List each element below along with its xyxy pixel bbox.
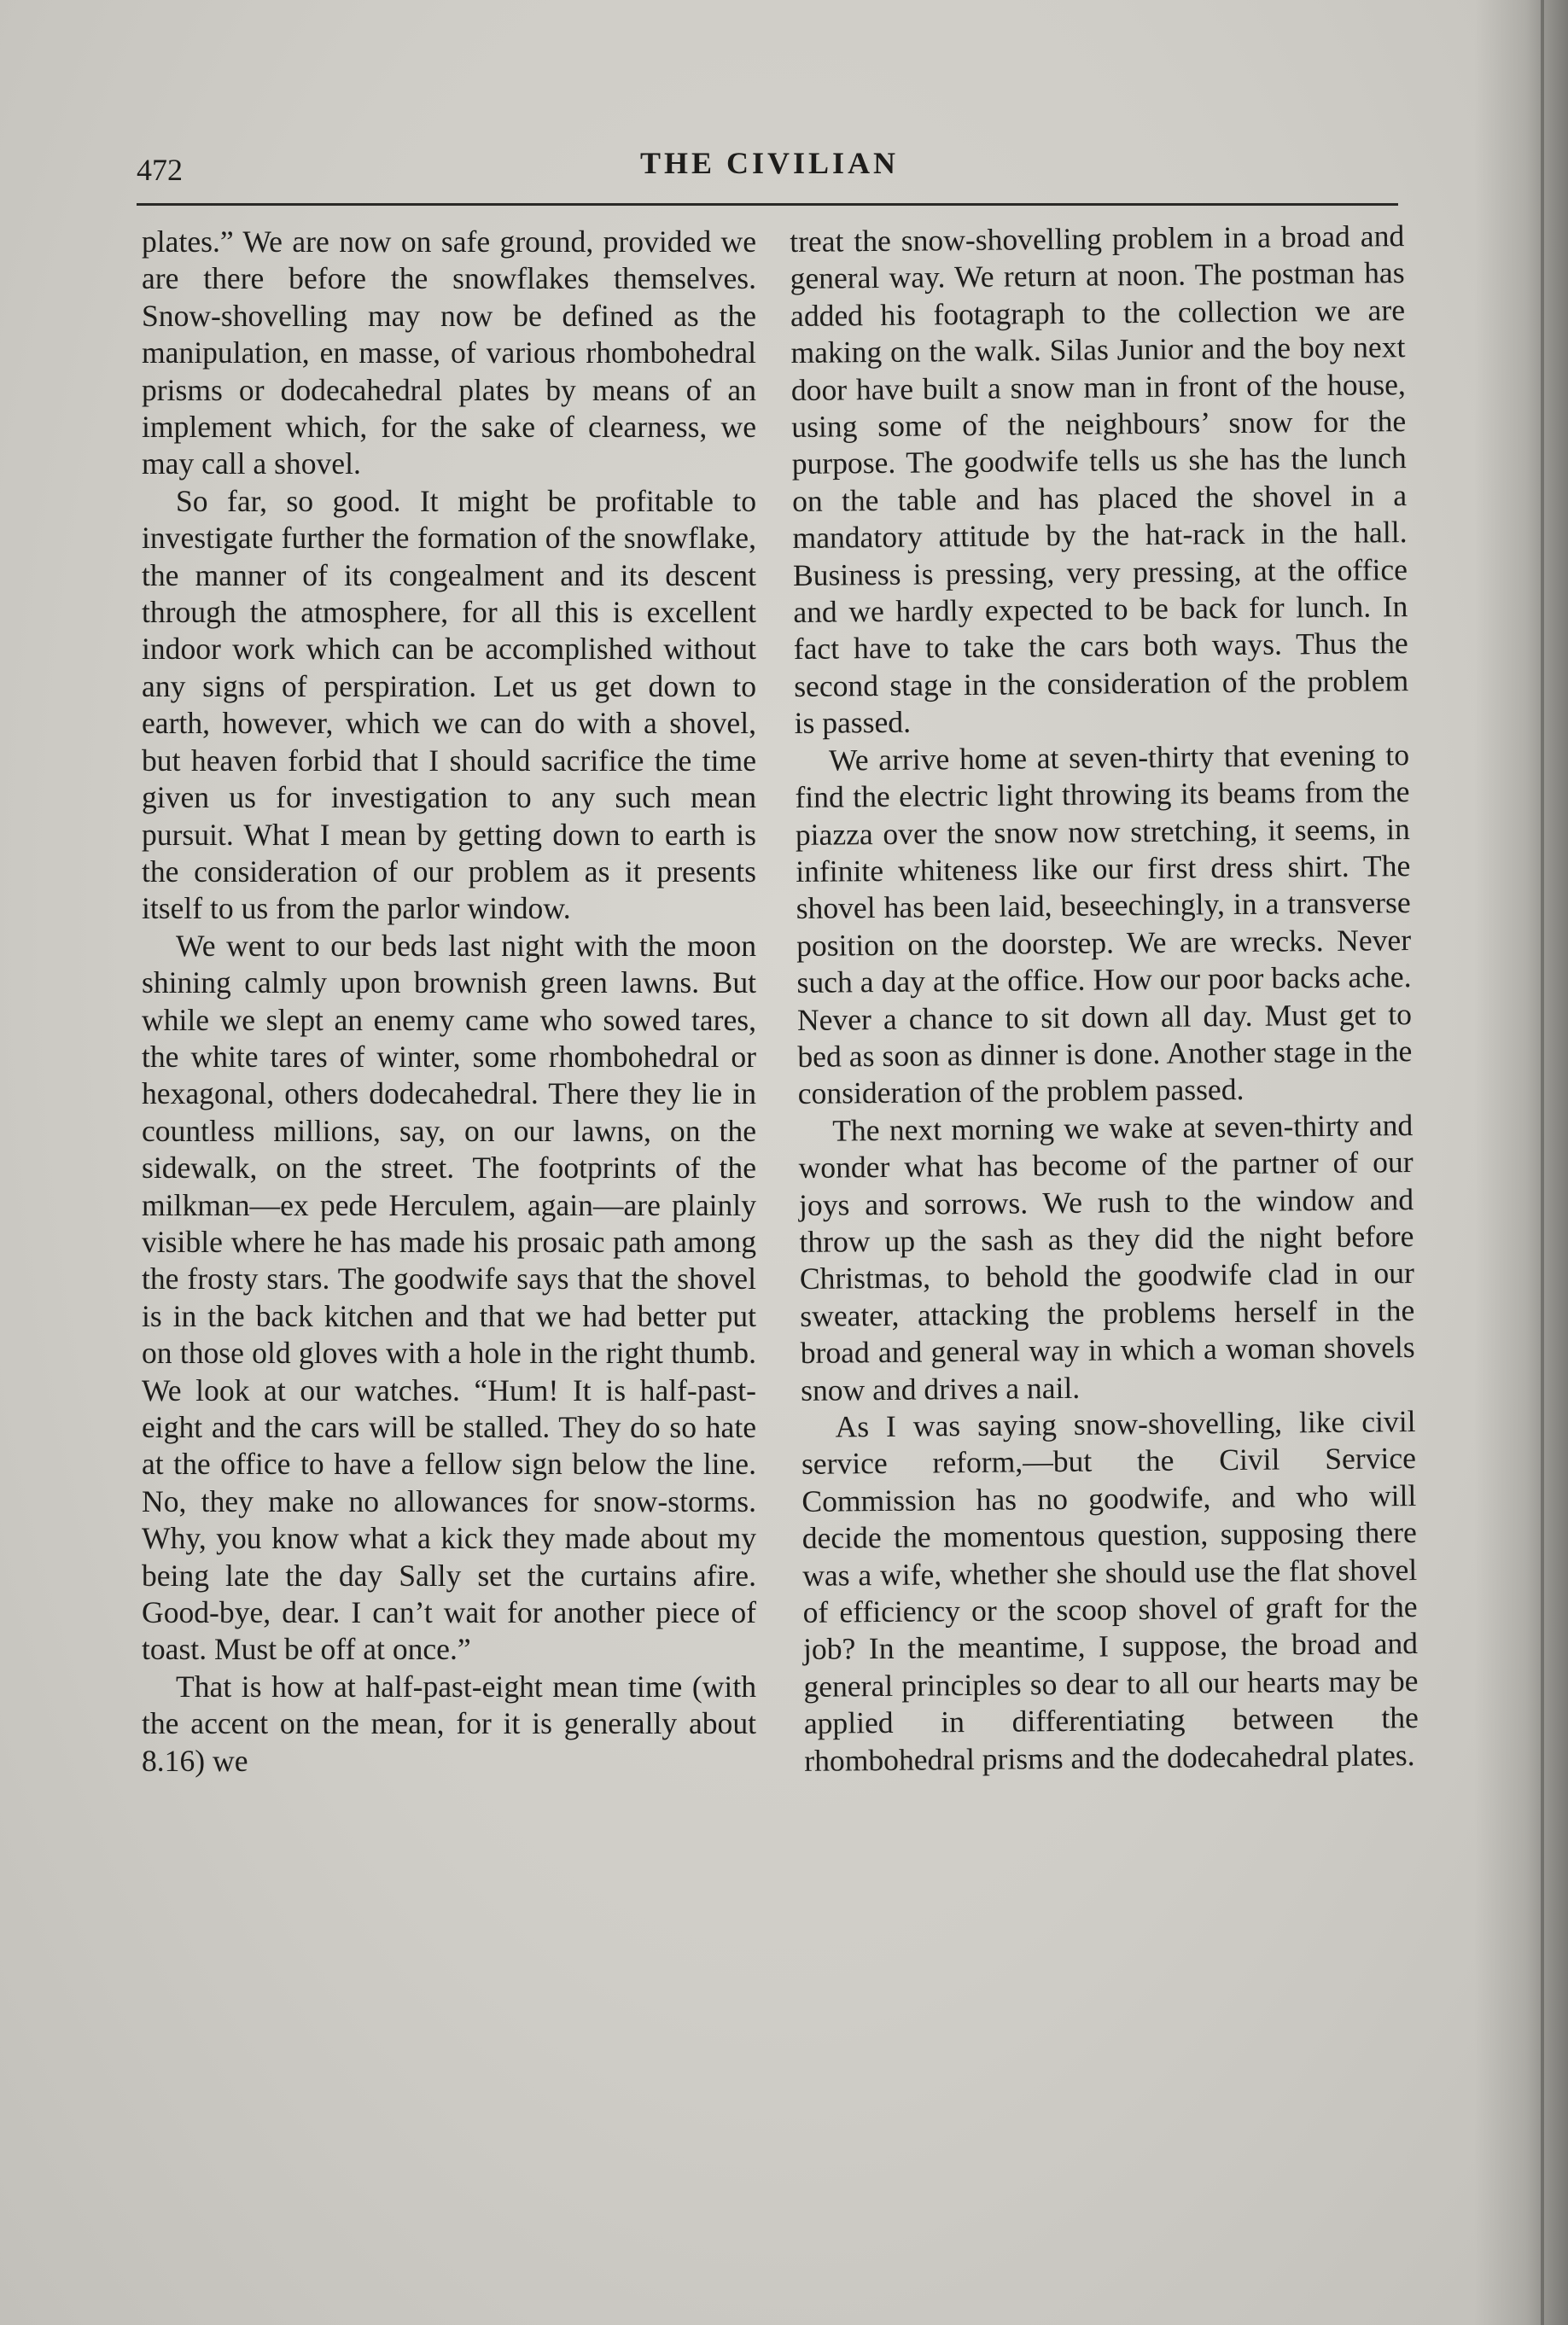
binding-edge <box>1541 0 1544 2325</box>
right-column <box>790 218 1419 1780</box>
header-rule <box>137 203 1398 206</box>
running-title: THE CIVILIAN <box>640 146 900 180</box>
page-number: 472 <box>137 153 183 187</box>
binding-shadow <box>1474 0 1568 2325</box>
page-header <box>137 145 1396 196</box>
right-paragraph-2: We arrive home at seven-thirty that evening to find the electric light throwing its beams from the piazza over the snow now stretching, it seems, in infinite whiteness like our first dress shirt. The shovel has been laid, beseechingly, in a transverse position on the doorstep. We are wrecks. Never such a day at the office. How our poor backs ache. Never a chance to sit down all day. Must get to bed as soon as dinner is done. Another stage in the consideration of the problem passed. <box>795 737 1413 1111</box>
right-paragraph-3: The next morning we wake at seven-thirty and wonder what has become of the partner of our joys and sorrows. We rush to the window and throw up the sash as they did the night before Christmas, to behold the goodwife clad in our sweater, attacking the problems herself in the broad and general way in which a woman shovels snow and drives a nail. <box>798 1107 1415 1407</box>
left-paragraph-4: That is how at half-past-eight mean time (with the accent on the mean, for it is generally about 8.16) we <box>142 1669 756 1778</box>
right-paragraph-4: As I was saying snow-shovelling, like civil service reform,—but the Civil Service Commission has no goodwife, and who will decide the momentous question, supposing there was a wife, whether she should use the flat shovel of efficiency or the scoop shovel of graft for the job? In the meantime, I suppose, the broad and general principles so dear to all our hearts may be applied in differentiating between the rhombohedral prisms and the dodecahedral plates. <box>801 1404 1419 1778</box>
left-paragraph-3: We went to our beds last night with the moon shining calmly upon brownish green lawns. But while we slept an enemy came who sowed tares, the white tares of winter, some rhombohedral or hexagonal, others dodecahedral. There they lie in countless millions, say, on our lawns, on the sidewalk, on the street. The footprints of the milkman—ex pede Herculem, again—are plainly visible where he has made his prosaic path among the frosty stars. The goodwife says that the shovel is in the back kitchen and that we had better put on those old gloves with a hole in the right thumb. We look at our watches. “Hum! It is half-past-eight and the cars will be stalled. They do so hate at the office to have a fellow sign below the line. No, they make no allowances for snow-storms. Why, you know what a kick they made about my being late the day Sally set the curtains afire. Good-bye, dear. I can’t wait for another piece of toast. Must be off at once.” <box>142 928 756 1667</box>
left-paragraph-2: So far, so good. It might be profitable to investigate further the formation of the snowflake, the manner of its congealment and its descent through the atmosphere, for all this is excellent indoor work which can be accomplished without any signs of perspiration. Let us get down to earth, however, which we can do with a shovel, but heaven forbid that I should sacrifice the time given us for investigation to any such mean pursuit. What I mean by getting down to earth is the consideration of our problem as it presents itself to us from the parlor window. <box>142 483 756 926</box>
left-column <box>142 224 756 1780</box>
right-paragraph-1: treat the snow-shovelling problem in a broad and general way. We return at noon. The postman has added his footagraph to the collection we are making on the walk. Silas Junior and the boy next door have built a snow man in front of the house, using some of the neighbours’ snow for the purpose. The goodwife tells us she has the lunch on the table and has placed the shovel in a mandatory attitude by the hat-rack in the hall. Business is pressing, very pressing, at the office and we hardly expected to be back for lunch. In fact have to take the cars both ways. Thus the second stage in the consideration of the problem is passed. <box>790 219 1409 741</box>
left-paragraph-1: plates.” We are now on safe ground, provided we are there before the snowflakes themselves. Snow-shovelling may now be defined as the manipulation, en masse, of various rhombohedral prisms or dodecahedral plates by means of an implement which, for the sake of clearness, we may call a shovel. <box>142 224 756 481</box>
